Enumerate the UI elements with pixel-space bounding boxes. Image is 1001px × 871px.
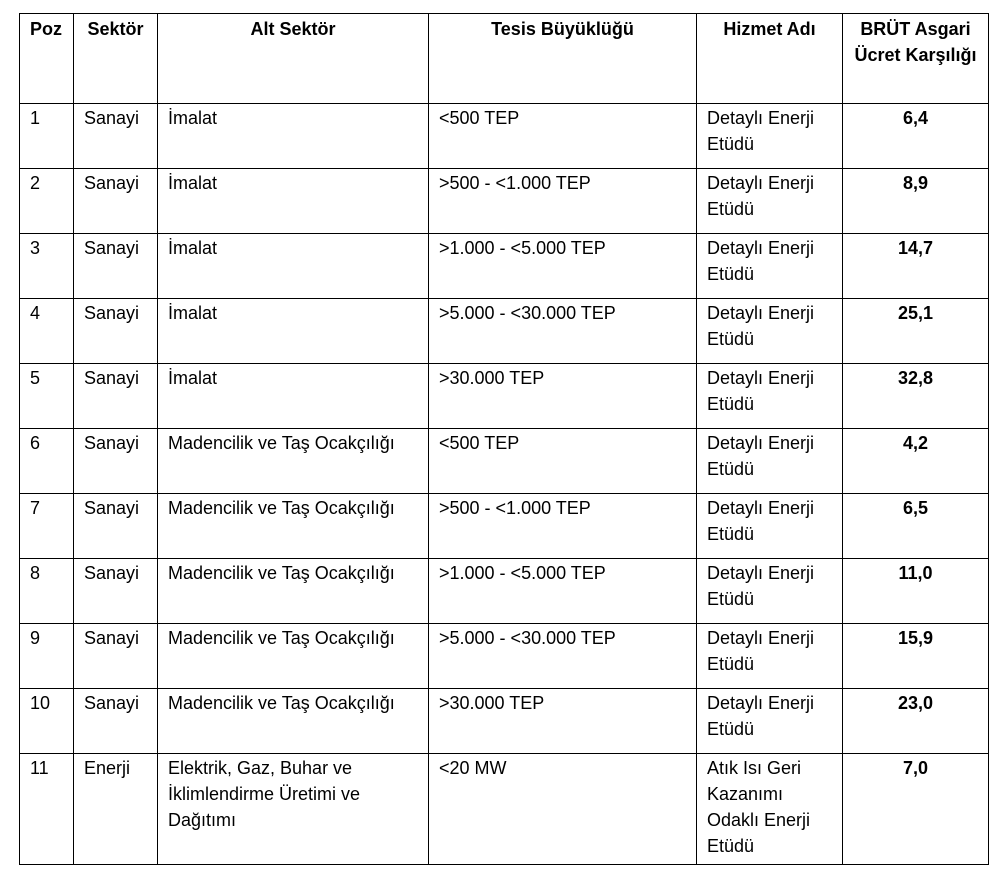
cell-alt-sektor: Madencilik ve Taş Ocakçılığı (158, 689, 429, 754)
cell-poz: 8 (20, 559, 74, 624)
cell-hizmet-adi: Detaylı Enerji Etüdü (697, 624, 843, 689)
table-row (20, 689, 989, 754)
header-alt-sektor: Alt Sektör (158, 14, 429, 104)
cell-hizmet-adi: Detaylı Enerji Etüdü (697, 104, 843, 169)
table-row (20, 299, 989, 364)
cell-alt-sektor: Madencilik ve Taş Ocakçılığı (158, 429, 429, 494)
cell-sektor: Sanayi (74, 169, 158, 234)
table-header (20, 14, 989, 104)
cell-hizmet-adi: Detaylı Enerji Etüdü (697, 559, 843, 624)
cell-hizmet-adi: Detaylı Enerji Etüdü (697, 364, 843, 429)
cell-poz: 11 (20, 754, 74, 865)
cell-tesis-buyuklugu: >1.000 - <5.000 TEP (429, 234, 697, 299)
cell-poz: 7 (20, 494, 74, 559)
cell-hizmet-adi: Detaylı Enerji Etüdü (697, 169, 843, 234)
cell-hizmet-adi: Detaylı Enerji Etüdü (697, 234, 843, 299)
cell-brut-asgari-ucret: 8,9 (843, 169, 989, 234)
header-row (20, 14, 989, 104)
fee-table (19, 13, 989, 865)
header-tesis-buyuklugu: Tesis Büyüklüğü (429, 14, 697, 104)
cell-sektor: Sanayi (74, 494, 158, 559)
header-poz: Poz (20, 14, 74, 104)
cell-tesis-buyuklugu: >500 - <1.000 TEP (429, 169, 697, 234)
cell-alt-sektor: Madencilik ve Taş Ocakçılığı (158, 624, 429, 689)
cell-tesis-buyuklugu: >500 - <1.000 TEP (429, 494, 697, 559)
cell-poz: 1 (20, 104, 74, 169)
header-brut-asgari-ucret: BRÜT Asgari Ücret Karşılığı (843, 14, 989, 104)
cell-tesis-buyuklugu: >5.000 - <30.000 TEP (429, 299, 697, 364)
cell-brut-asgari-ucret: 7,0 (843, 754, 989, 865)
cell-poz: 4 (20, 299, 74, 364)
cell-hizmet-adi: Atık Isı Geri Kazanımı Odaklı Enerji Etüdü (697, 754, 843, 865)
cell-alt-sektor: İmalat (158, 104, 429, 169)
cell-tesis-buyuklugu: <500 TEP (429, 104, 697, 169)
cell-sektor: Sanayi (74, 104, 158, 169)
cell-tesis-buyuklugu: >1.000 - <5.000 TEP (429, 559, 697, 624)
cell-sektor: Sanayi (74, 429, 158, 494)
cell-tesis-buyuklugu: <500 TEP (429, 429, 697, 494)
cell-brut-asgari-ucret: 25,1 (843, 299, 989, 364)
cell-brut-asgari-ucret: 23,0 (843, 689, 989, 754)
cell-alt-sektor: Madencilik ve Taş Ocakçılığı (158, 559, 429, 624)
cell-brut-asgari-ucret: 6,5 (843, 494, 989, 559)
cell-alt-sektor: Elektrik, Gaz, Buhar ve İklimlendirme Üretimi ve Dağıtımı (158, 754, 429, 865)
cell-brut-asgari-ucret: 4,2 (843, 429, 989, 494)
cell-alt-sektor: İmalat (158, 364, 429, 429)
table-row (20, 429, 989, 494)
cell-hizmet-adi: Detaylı Enerji Etüdü (697, 689, 843, 754)
cell-alt-sektor: İmalat (158, 234, 429, 299)
cell-tesis-buyuklugu: >30.000 TEP (429, 689, 697, 754)
cell-alt-sektor: İmalat (158, 169, 429, 234)
cell-brut-asgari-ucret: 15,9 (843, 624, 989, 689)
cell-poz: 3 (20, 234, 74, 299)
cell-brut-asgari-ucret: 6,4 (843, 104, 989, 169)
table-body (20, 104, 989, 865)
header-sektor: Sektör (74, 14, 158, 104)
cell-poz: 10 (20, 689, 74, 754)
cell-poz: 6 (20, 429, 74, 494)
cell-tesis-buyuklugu: <20 MW (429, 754, 697, 865)
table-row (20, 559, 989, 624)
cell-tesis-buyuklugu: >5.000 - <30.000 TEP (429, 624, 697, 689)
table-row (20, 494, 989, 559)
table-row (20, 104, 989, 169)
cell-sektor: Sanayi (74, 234, 158, 299)
table-row (20, 234, 989, 299)
cell-brut-asgari-ucret: 14,7 (843, 234, 989, 299)
cell-brut-asgari-ucret: 11,0 (843, 559, 989, 624)
table-row (20, 364, 989, 429)
cell-hizmet-adi: Detaylı Enerji Etüdü (697, 299, 843, 364)
cell-poz: 2 (20, 169, 74, 234)
cell-hizmet-adi: Detaylı Enerji Etüdü (697, 494, 843, 559)
cell-alt-sektor: İmalat (158, 299, 429, 364)
cell-sektor: Sanayi (74, 624, 158, 689)
cell-sektor: Enerji (74, 754, 158, 865)
cell-poz: 9 (20, 624, 74, 689)
table-row (20, 169, 989, 234)
table-row (20, 754, 989, 865)
header-hizmet-adi: Hizmet Adı (697, 14, 843, 104)
cell-poz: 5 (20, 364, 74, 429)
cell-tesis-buyuklugu: >30.000 TEP (429, 364, 697, 429)
table-row (20, 624, 989, 689)
cell-sektor: Sanayi (74, 364, 158, 429)
cell-sektor: Sanayi (74, 299, 158, 364)
cell-sektor: Sanayi (74, 559, 158, 624)
cell-brut-asgari-ucret: 32,8 (843, 364, 989, 429)
cell-hizmet-adi: Detaylı Enerji Etüdü (697, 429, 843, 494)
cell-sektor: Sanayi (74, 689, 158, 754)
cell-alt-sektor: Madencilik ve Taş Ocakçılığı (158, 494, 429, 559)
